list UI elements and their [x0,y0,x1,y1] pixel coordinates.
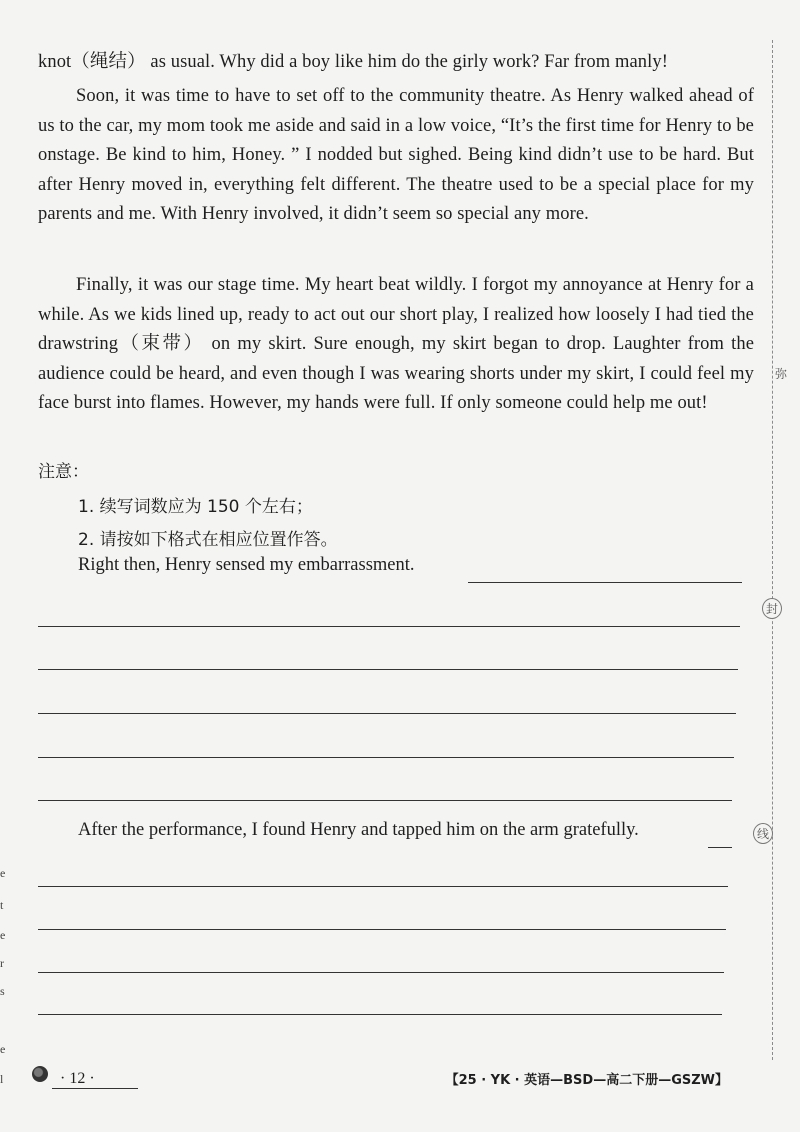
publisher-logo-icon [32,1066,48,1082]
answer-line[interactable] [38,713,736,714]
paragraph-starter-1: Right then, Henry sensed my embarrassment. [78,555,415,575]
footer-code: 【25 · YK · 英语—BSD—高二下册—GSZW】 [445,1073,728,1088]
page-number: · 12 · [60,1070,95,1087]
margin-mark-seal-2: 封 [762,598,782,619]
answer-line[interactable] [38,669,738,670]
answer-line[interactable] [38,1014,722,1015]
notes-title: 注意： [38,462,89,482]
answer-line[interactable] [38,929,726,930]
edge-glyph: s [0,984,5,998]
note-item-2: 2. 请按如下格式在相应位置作答。 [78,530,338,550]
edge-glyph: e [0,866,6,880]
binding-dashed-line [772,40,773,1060]
answer-line[interactable] [38,626,740,627]
edge-glyph: t [0,898,4,912]
answer-line[interactable] [38,886,728,887]
edge-glyph: l [0,1072,4,1086]
paragraph-starter-2: After the performance, I found Henry and tapped him on the arm gratefully. [78,820,639,840]
passage-text-2: Soon, it was time to have to set off to the community theatre. As Henry walked ahead of us to the car, my mom took me aside and said in a low voice, “It’s the first time for Henry to be onstage. Be kind to him, Honey. ” I nodded but sighed. Being kind didn’t use to be hard. But after Henry moved in, everything felt different. The theatre used to be a special place for my parents and me. With Henry involved, it didn’t seem so special any more. [38,86,754,224]
footer-underline [52,1088,138,1089]
passage-paragraph-3 [38,271,754,419]
answer-line[interactable] [38,800,732,801]
margin-mark-seal: 弥 [775,362,787,385]
note-item-1: 1. 续写词数应为 150 个左右； [78,497,313,517]
answer-line[interactable] [38,757,734,758]
edge-glyph: r [0,956,4,970]
edge-glyph: e [0,1042,6,1056]
answer-line[interactable] [38,972,724,973]
edge-glyph: e [0,928,6,942]
passage-paragraph-1 [38,48,754,78]
passage-text-3: Finally, it was our stage time. My heart beat wildly. I forgot my annoyance at Henry for a while. As we kids lined up, ready to act out our short play, I realized how loosely I had tied the drawstring（束带） on my skirt. Sure enough, my skirt began to drop. Laughter from the audience could be heard, and even though I was wearing shorts under my skirt, I could feel my face burst into flames. However, my hands were full. If only someone could help me out! [38,275,754,413]
answer-line-lead-2[interactable] [708,847,732,848]
passage-text-1: knot（绳结） as usual. Why did a boy like him do the girly work? Far from manly! [38,52,668,72]
answer-line-lead-1[interactable] [468,582,742,583]
passage-paragraph-2 [38,82,754,230]
margin-mark-line: 线 [753,823,773,844]
